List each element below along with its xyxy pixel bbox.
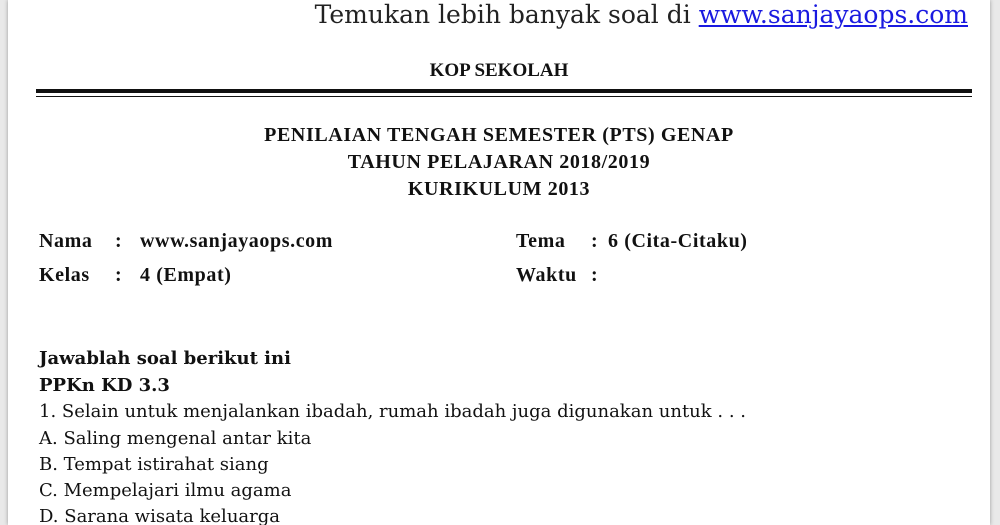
waktu-colon: : — [591, 264, 599, 286]
promo-banner — [315, 0, 968, 29]
academic-year: TAHUN PELAJARAN 2018/2019 — [347, 151, 651, 173]
nama-label: Nama — [39, 230, 93, 252]
option-a: A. Saling mengenal antar kita — [39, 428, 312, 449]
banner-link[interactable]: www.sanjayaops.com — [698, 0, 968, 29]
subject-heading: PPKn KD 3.3 — [39, 375, 170, 396]
kelas-colon: : — [115, 264, 123, 286]
instruction-heading: Jawablah soal berikut ini — [39, 348, 291, 369]
tema-value: 6 (Cita-Citaku) — [608, 230, 748, 252]
waktu-label: Waktu — [516, 264, 577, 286]
exam-title: PENILAIAN TENGAH SEMESTER (PTS) GENAP — [264, 124, 734, 146]
option-c: C. Mempelajari ilmu agama — [39, 480, 292, 501]
document-page — [8, 0, 990, 525]
curriculum: KURIKULUM 2013 — [407, 178, 591, 200]
question-text: 1. Selain untuk menjalankan ibadah, rumah ibadah juga digunakan untuk . . . — [39, 401, 747, 422]
letterhead-rule-thin — [36, 96, 972, 97]
tema-label: Tema — [516, 230, 566, 252]
school-letterhead: KOP SEKOLAH — [429, 60, 569, 81]
nama-value-link[interactable]: www.sanjayaops.com — [140, 230, 334, 252]
option-d: D. Sarana wisata keluarga — [39, 506, 280, 525]
kelas-label: Kelas — [39, 264, 90, 286]
nama-colon: : — [115, 230, 123, 252]
option-b: B. Tempat istirahat siang — [39, 454, 269, 475]
banner-text: Temukan lebih banyak soal di — [314, 0, 691, 29]
tema-colon: : — [591, 230, 599, 252]
kelas-value: 4 (Empat) — [140, 264, 232, 286]
letterhead-rule-thick — [36, 89, 972, 93]
